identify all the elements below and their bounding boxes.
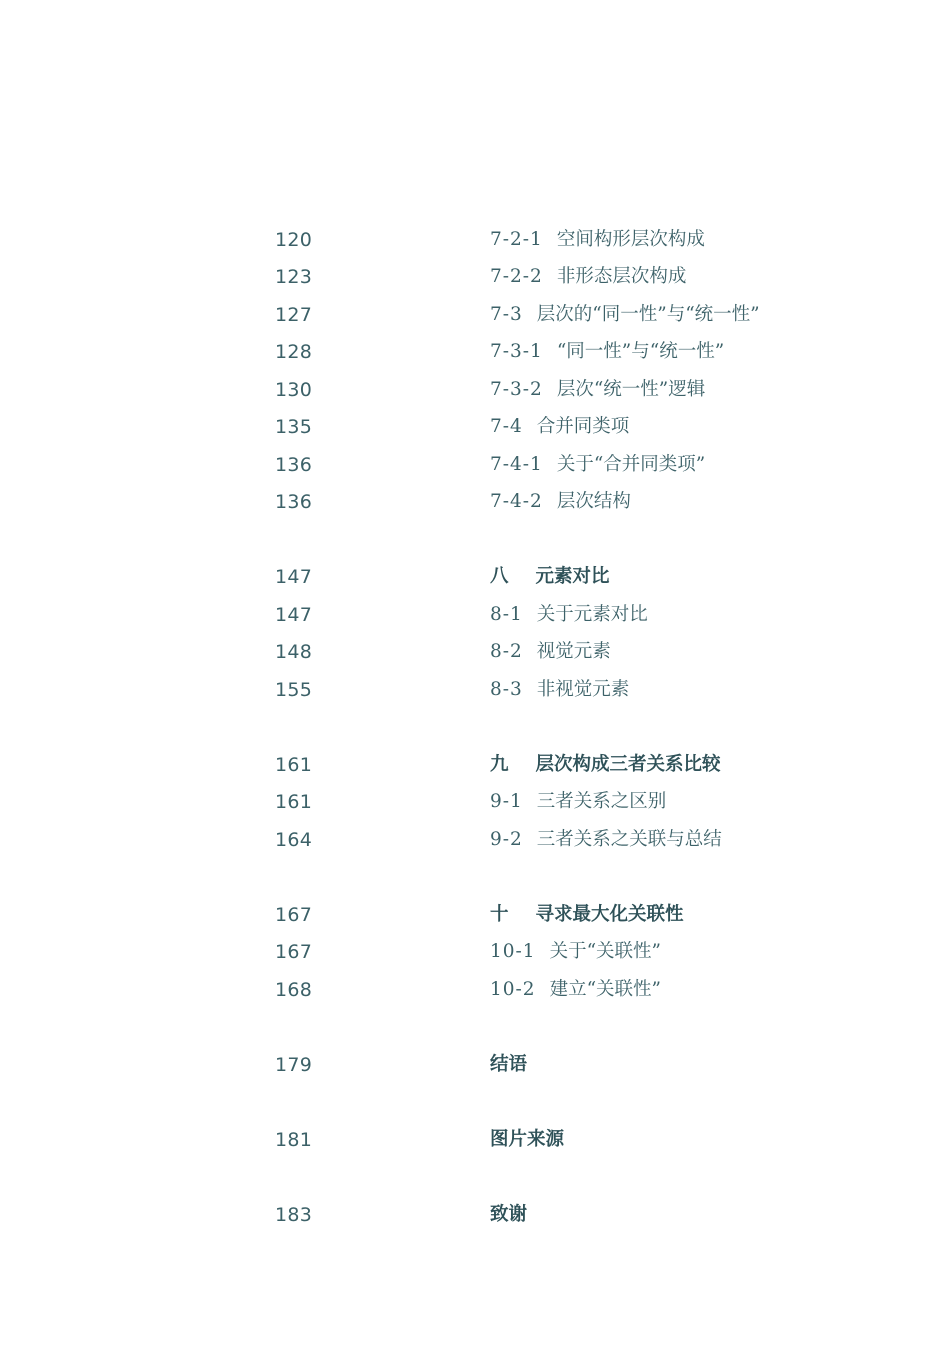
toc-entry xyxy=(490,825,722,855)
toc-section-title: 合并同类项 xyxy=(536,416,630,437)
toc-page-number: 164 xyxy=(275,829,313,851)
toc-page-number: 167 xyxy=(275,941,313,963)
toc-section-title: 三者关系之区别 xyxy=(536,791,667,812)
toc-row xyxy=(0,1125,945,1155)
toc-section-number: 8-2 xyxy=(490,641,523,662)
toc-chapter-number: 八 xyxy=(490,566,510,587)
toc-page-number: 148 xyxy=(275,641,313,663)
toc-chapter-title: 致谢 xyxy=(490,1204,528,1225)
toc-page-number: 127 xyxy=(275,304,313,326)
toc-section-number: 7-2-2 xyxy=(490,266,543,287)
toc-row xyxy=(0,337,945,367)
toc-entry xyxy=(490,225,705,255)
toc-section-title: 建立“关联性” xyxy=(549,979,661,1000)
toc-entry xyxy=(490,787,666,817)
toc-entry xyxy=(490,637,611,667)
toc-page-number: 120 xyxy=(275,229,313,251)
toc-entry xyxy=(490,937,661,967)
toc-page-number: 179 xyxy=(275,1054,313,1076)
toc-row xyxy=(0,787,945,817)
toc-entry xyxy=(490,262,686,292)
toc-page-number: 167 xyxy=(275,904,313,926)
toc-row xyxy=(0,375,945,405)
toc-row xyxy=(0,750,945,780)
toc-section-title: 层次的“同一性”与“统一性” xyxy=(536,304,760,325)
toc-chapter-number: 九 xyxy=(490,754,510,775)
toc-entry xyxy=(490,300,760,330)
toc-page-number: 147 xyxy=(275,566,313,588)
toc-row xyxy=(0,637,945,667)
toc-section-number: 7-3 xyxy=(490,304,523,325)
toc-chapter-number: 十 xyxy=(490,904,510,925)
toc-section-title: 非视觉元素 xyxy=(536,679,630,700)
toc-section-title: 非形态层次构成 xyxy=(556,266,687,287)
toc-page-number: 161 xyxy=(275,754,313,776)
toc-section-number: 7-4-2 xyxy=(490,491,543,512)
toc-row xyxy=(0,1200,945,1230)
toc-entry xyxy=(490,675,629,705)
toc-row xyxy=(0,262,945,292)
toc-page-number: 136 xyxy=(275,454,313,476)
toc-row xyxy=(0,225,945,255)
toc-row xyxy=(0,300,945,330)
toc-row xyxy=(0,562,945,592)
toc-page-number: 181 xyxy=(275,1129,313,1151)
toc-row xyxy=(0,675,945,705)
toc-page-number: 161 xyxy=(275,791,313,813)
toc-row xyxy=(0,1050,945,1080)
toc-row xyxy=(0,412,945,442)
toc-section-title: 关于元素对比 xyxy=(536,604,648,625)
toc-row xyxy=(0,937,945,967)
toc-entry xyxy=(490,450,705,480)
toc-entry xyxy=(490,337,724,367)
toc-section-title: “同一性”与“统一性” xyxy=(556,341,725,362)
toc-chapter-title: 图片来源 xyxy=(490,1129,565,1150)
toc-section-number: 7-4-1 xyxy=(490,454,543,475)
toc-chapter-title: 层次构成三者关系比较 xyxy=(535,754,721,775)
toc-section-number: 10-2 xyxy=(490,979,536,1000)
toc-section-number: 7-2-1 xyxy=(490,229,543,250)
toc-chapter-entry xyxy=(490,750,721,780)
toc-row xyxy=(0,900,945,930)
toc-section-title: 关于“关联性” xyxy=(549,941,661,962)
toc-chapter-title: 寻求最大化关联性 xyxy=(535,904,684,925)
toc-chapter-entry xyxy=(490,562,610,592)
toc-page-number: 155 xyxy=(275,679,313,701)
toc-section-title: 三者关系之关联与总结 xyxy=(536,829,722,850)
toc-section-title: 视觉元素 xyxy=(536,641,611,662)
toc-section-number: 9-2 xyxy=(490,829,523,850)
toc-row xyxy=(0,825,945,855)
toc-entry xyxy=(490,375,705,405)
toc-page-number: 147 xyxy=(275,604,313,626)
toc-entry xyxy=(490,975,661,1005)
toc-page-number: 183 xyxy=(275,1204,313,1226)
toc-section-number: 8-3 xyxy=(490,679,523,700)
toc-section-title: 关于“合并同类项” xyxy=(556,454,706,475)
toc-section-number: 7-3-1 xyxy=(490,341,543,362)
toc-chapter-entry xyxy=(490,1050,527,1080)
toc-entry xyxy=(490,412,629,442)
toc-section-number: 10-1 xyxy=(490,941,536,962)
toc-page-number: 128 xyxy=(275,341,313,363)
toc-entry xyxy=(490,487,631,517)
toc-section-number: 9-1 xyxy=(490,791,523,812)
toc-row xyxy=(0,975,945,1005)
toc-chapter-title: 元素对比 xyxy=(535,566,610,587)
toc-row xyxy=(0,600,945,630)
toc-chapter-entry xyxy=(490,1200,527,1230)
toc-page-number: 135 xyxy=(275,416,313,438)
toc-chapter-entry xyxy=(490,1125,564,1155)
toc-chapter-title: 结语 xyxy=(490,1054,528,1075)
toc-page-number: 136 xyxy=(275,491,313,513)
toc-section-title: 层次“统一性”逻辑 xyxy=(556,379,706,400)
toc-row xyxy=(0,450,945,480)
toc-entry xyxy=(490,600,648,630)
toc-section-number: 7-4 xyxy=(490,416,523,437)
toc-page-number: 123 xyxy=(275,266,313,288)
toc-row xyxy=(0,487,945,517)
toc-section-title: 层次结构 xyxy=(556,491,631,512)
toc-page-number: 130 xyxy=(275,379,313,401)
toc-section-title: 空间构形层次构成 xyxy=(556,229,705,250)
toc-section-number: 7-3-2 xyxy=(490,379,543,400)
toc-chapter-entry xyxy=(490,900,684,930)
toc-section-number: 8-1 xyxy=(490,604,523,625)
toc-page-number: 168 xyxy=(275,979,313,1001)
